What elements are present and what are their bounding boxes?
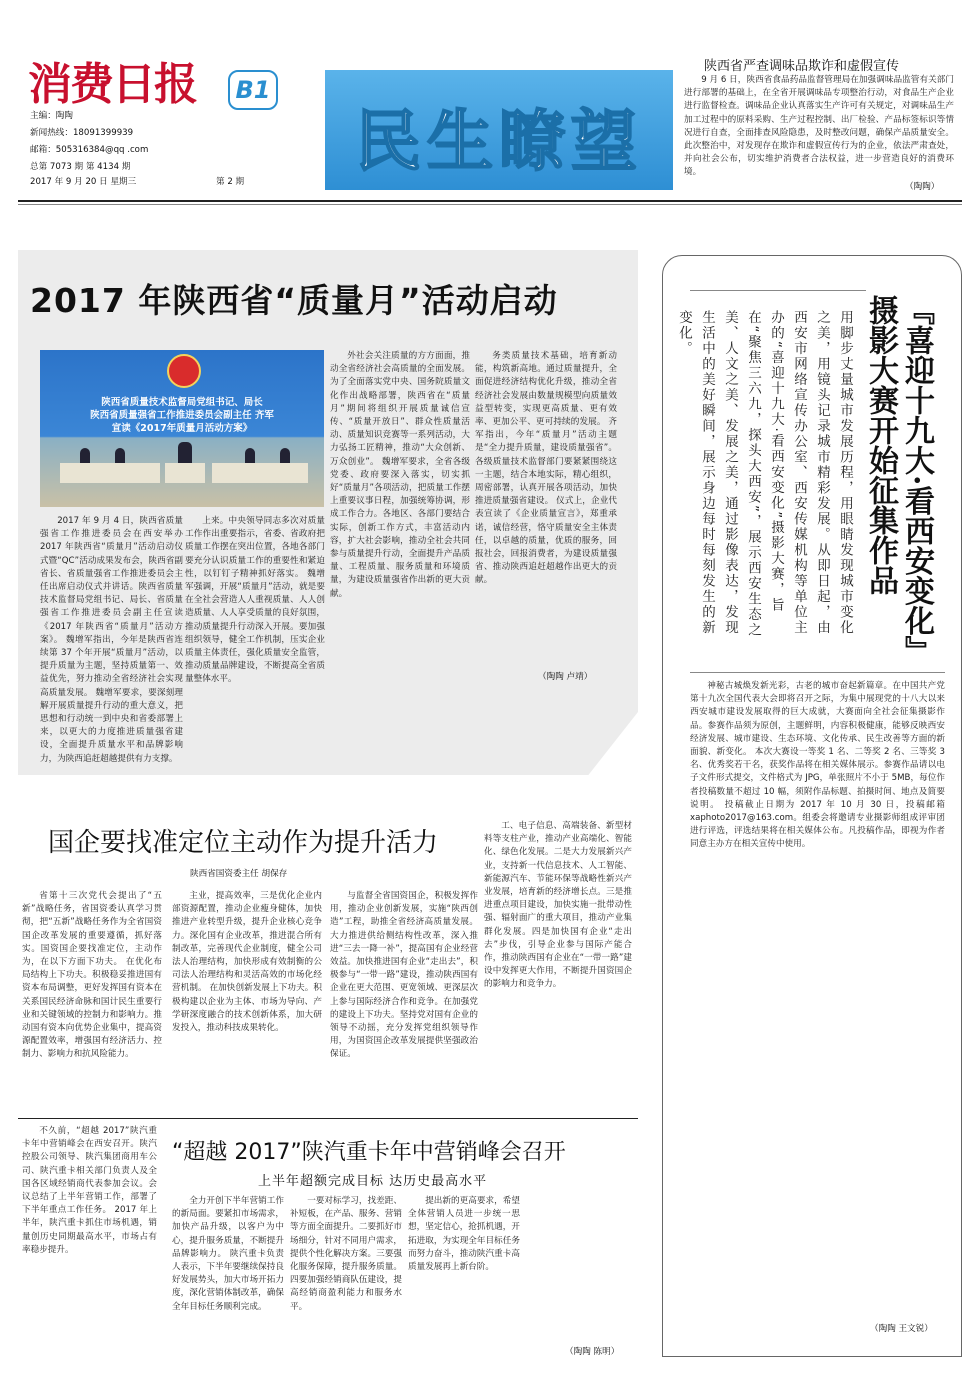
soe-col1: 省第十三次党代会提出了“五新”战略任务，省国资委认真学习贯彻，把“五新”战略任务作为全省国资国企改革发展的重要遵循，抓好落实。国资国企要找准定位，主动作为，在以下方面下功夫。 在优化布局结构上下功夫。积极稳妥推进国有资本布局调整，更好发挥国有资本在关系国民经济命脉和国计民生重要行业和关键领域的控制力和影响力。推动国有资本向优势企业集中，提高资源配置效率，增强国有经济活力、控制力、影响力和抗风险能力。 — [22, 891, 162, 1060]
speaker-figure — [80, 448, 90, 464]
section-title: 民生瞭望 — [355, 103, 643, 180]
truck-headline: “超越 2017”陕汽重卡年中营销峰会召开 — [172, 1140, 566, 1165]
truck-col3: 一要对标学习，找差距、补短板，在产品、服务、营销等方面全面提升。二要抓好市场细分，针对不同用户需求，提供个性化解决方案。三要强化服务保障，提升服务质量。四要加强经销商队伍建设，提高经销商盈利能力和服务水平。 — [290, 1196, 402, 1312]
truck-col1: 不久前，“超越 2017”陕汽重卡年中营销峰会在西安召开。陕汽控股公司领导、陕汽集团商用车公司、陕汽重卡相关部门负责人及全国各区域经销商代表参加会议。会议总结了上半年营销工作，部署了下半年重点工作任务。 2017 年上半年，陕汽重卡抓住市场机遇，销量创历史同期最高水平，市场占有率稳步提升。 — [22, 1126, 157, 1255]
masthead-divider-thin — [18, 204, 962, 205]
speaker-figure — [115, 448, 125, 464]
speaker-figure — [245, 448, 255, 464]
section-divider — [18, 1118, 638, 1119]
issue-number: 总第 7073 期 第 4134 期 — [30, 162, 131, 172]
main-article-signature: （陶陶 卢靖） — [538, 672, 593, 682]
contact-email: 邮箱：505316384@qq .com — [30, 145, 149, 155]
contest-signature: （陶陶 王文锐） — [870, 1324, 933, 1334]
brief-signature: （陶陶） — [905, 182, 940, 192]
main-article-col4: 务类质量技术基础，培育新动能，构筑新高地。通过质量提升，全面促进经济结构优化升级，推动全省经济社会发展由数量规模型向质量效益型转变，实现更高质量、更有效率、更加公平、更可持续的发展。 齐军指出，今年“质量月”活动主题是“全力提升质量，建设质量强省”。各级质量技术监督部门要紧紧围绕这一主题，结合本地实际，精心组织，周密部署，认真开展各项活动，加快推进质量强省建设。 仪式上，企业代表宣读了《企业质量宣言》，郑重承诺，诚信经营，恪守质量安全主体责任，以卓越的质量，优质的服务，回报社会，回报消费者，为建设质量强省、推动陕西追赶超越作出更大的贡献。 — [475, 351, 617, 586]
contest-mid-rule — [690, 672, 945, 673]
soe-col4: 工、电子信息、高端装备、新型材料等支柱产业，推动产业高端化、智能化、绿色化发展。二是大力发展新兴产业，支持新一代信息技术、人工智能、新能源汽车、节能环保等战略性新兴产业发展，培育新的经济增长点。三是推进重点项目建设，加快实施一批带动性强、辐射面广的重大项目，推动产业集群化发展。四是加快国有企业“走出去”步伐，引导企业参与国际产能合作，推动陕西国有企业在“一带一路”建设中发挥更大作用，不断提升国资国企的影响力和竞争力。 — [484, 821, 632, 990]
section-banner — [325, 70, 673, 190]
news-hotline: 新闻热线：18091399939 — [30, 128, 134, 138]
podium-table — [165, 463, 205, 483]
newspaper-logo: 消费日报 — [28, 59, 196, 110]
conference-photo — [40, 350, 324, 507]
truck-subhead: 上半年超额完成目标 达历史最高水平 — [258, 1174, 488, 1189]
truck-signature: （陶陶 陈明） — [565, 1347, 620, 1357]
brief-title: 陕西省严查调味品欺诈和虚假宣传 — [704, 59, 900, 74]
soe-headline: 国企要找准定位主动作为提升活力 — [48, 828, 439, 858]
main-article-col3: 外社会关注质量的方方面面，推动全省经济社会高质量的全面发展。为了全面落实党中央、国务院质量文化作出战略部署，陕西省在“质量月”期间将组织开展质量诚信宣传、“质量开放日”、群众性质量活动、质量知识竞赛等一系列活动，大力弘扬工匠精神，推动“大众创新、万众创业”。 魏增军要求，全省各级党委、政府要深入落实，切实抓好“质量月”各项活动，把质量工作摆上重要议事日程，加强统筹协调，形成工作合力。各地区、各部门要结合实际，创新工作方式，丰富活动内容，扩大社会影响，推动全社会共同参与质量提升行动，全面提升产品质量、工程质量、服务质量和环境质量，为建设质量强省作出新的更大贡献。 — [330, 351, 470, 599]
truck-col5 — [526, 1195, 638, 1345]
emblem-icon — [167, 354, 201, 388]
edition-badge: B1 — [228, 70, 278, 110]
contest-intro: 用脚步丈量城市发展历程，用眼睛发现城市变化之美，用镜头记录城市精彩发展。从即日起，由西安市网络宣传办公室、西安传媒机构等单位主办的“喜迎十九大·看西安变化”摄影大赛，旨在“聚焦三六九，探头大西安”，展示西安生态之美、人文之美、发展之美，通过影像表达，发现生活中的美好瞬间，展示身边每时每刻发生的新变化。 — [676, 310, 853, 638]
podium-table — [60, 463, 160, 483]
contest-title: 『喜迎十九大·看西安变化』摄影大赛开始征集作品 — [863, 295, 934, 666]
page-count: 第 2 期 — [216, 177, 245, 187]
soe-col3: 与监督全省国资国企，积极发挥作用，推动企业创新发展，实施“陕西创造”工程，助推全省经济高质量发展。大力推进供给侧结构性改革，深入推进“三去一降一补”，提高国有企业经营效益。加快推进国有企业“走出去”，积极参与“一带一路”建设，推动陕西国有企业在更大范围、更宽领域、更深层次上参与国际经济合作和竞争。在加强党的建设上下功夫。坚持党对国有企业的领导不动摇，充分发挥党组织领导作用，为国资国企改革发展提供坚强政治保证。 — [330, 891, 478, 1060]
truck-col4: 提出新的更高要求，希望全体营销人员进一步统一思想，坚定信心，抢抓机遇，开拓进取，为实现全年目标任务而努力奋斗，推动陕汽重卡高质量发展再上新台阶。 — [408, 1196, 520, 1273]
masthead-divider — [18, 200, 962, 202]
contest-top-rule — [690, 290, 866, 291]
publish-date: 2017 年 9 月 20 日 星期三 — [30, 177, 137, 187]
editor-line: 主编：陶陶 — [30, 111, 73, 121]
brief-body: 9 月 6 日，陕西省食品药品监督管理局在加强调味品监管有关部门进行部署的基础上，在全省开展调味品专项整治行动，对食品生产企业进行监督检查。调味品企业认真落实生产许可有关规定，对调味品生产加工过程中的原料采购、生产过程控制、出厂检验、产品标签标识等情况进行自查，全面排查风险隐患，及时整改问题，确保产品质量安全。此次整治中，对发现存在欺诈和虚假宣传行为的企业，依法严肃查处，并向社会公布，切实维护消费者合法权益，进一步营造良好的消费环境。 — [684, 75, 954, 178]
truck-col2: 全力开创下半年营销工作的新局面。要紧扣市场需求，加快产品升级，以客户为中心，提升服务质量，不断提升品牌影响力。 陕汽重卡负责人表示，下半年要继续保持良好发展势头，加大市场开拓力度，深化营销体制改革，确保全年目标任务顺利完成。 — [172, 1196, 284, 1312]
speaker-figure — [280, 448, 290, 464]
podium-table — [212, 463, 308, 483]
photo-banner-line1: 陕西省质量技术监督局党组书记、局长 — [101, 397, 263, 408]
speaker-figure — [178, 442, 192, 464]
contest-body: 神秘古城焕发新光彩，古老的城市奋起新篇章。在中国共产党第十九次全国代表大会即将召开之际，为集中展现党的十八大以来西安城市建设发展取得的巨大成就，大赛面向全社会征集摄影作品。参赛作品须为原创，主题鲜明，内容积极健康，能够反映西安经济发展、城市建设、生态环境、文化传承、民生改善等方面的新面貌、新变化。 本次大赛设一等奖 1 名、二等奖 2 名、三等奖 3 名、优秀奖若干名，获奖作品将在相关媒体展示。参赛作品请以电子文件形式提交，文件格式为 JPG，单张照片不小于 5MB，每位作者投稿数量不超过 10 幅，须附作品标题、拍摄时间、地点及简要说明。 投稿截止日期为 2017 年 10 月 30 日，投稿邮箱 xaphoto2017@163.com。组委会将邀请专业摄影师组成评审团进行评选，评选结果将在相关媒体公布。凡投稿作品，即视为作者同意主办方在相关宣传中使用。 — [690, 681, 945, 850]
photo-banner-line2: 陕西省质量强省工作推进委员会副主任 齐军 — [90, 410, 274, 421]
photo-banner-line3: 宣读《2017年质量月活动方案》 — [111, 423, 253, 434]
main-headline: 2017 年陕西省“质量月”活动启动 — [30, 281, 558, 320]
main-article-col2: 上来。中央领导同志多次对质量工作作出重要指示，省委、省政府把质量工作摆在突出位置，各地各部门要充分认识质量工作的重要性和紧迫性，以钉钉子精神抓好落实。 魏增军强调，开展“质量月”活动，就是要在全社会营造人人重视质量、人人创造质量、人人享受质量的良好氛围，推动质量提升行动深入开展。要加强组织领导，健全工作机制，压实企业质量主体责任，强化质量安全监管，推动质量品牌建设，不断提高全省质量整体水平。 — [185, 516, 325, 685]
main-article-col1: 2017 年 9 月 4 日，陕西省质量强省工作推进委员会在西安举办 2017 年陕西省“质量月”活动启动仪式暨“QC”活动成果发布会，陕西省副省长、省质量强省工作推进委员会主任出席启动仪式并讲话。陕西省质量技术监督局党组书记、局长、省质量强省工作推进委员会副主任宣读《2017 年陕西省“质量月”活动方案》。 魏增军指出，今年是陕西省连续第 37 个年开展“质量月”活动，以提升质量为主题，坚持质量第一、效益优先，努力推动全省经济社会实现高质量发展。 魏增军要求，要深刻理解开展质量提升行动的重大意义，把思想和行动统一到中央和省委部署上来，以更大的力度推进质量强省建设，全面提升质量水平和品牌影响力，为陕西追赶超越提供有力支撑。 — [40, 516, 183, 764]
soe-byline: 陕西省国资委主任 胡保存 — [190, 869, 288, 879]
soe-col2: 主业，提高效率，三是优化企业内部资源配置，推动企业瘦身健体，加快推进产业转型升级，提升企业核心竞争力。深化国有企业改革，推进混合所有制改革，完善现代企业制度，健全公司法人治理结构，加快形成有效制衡的公司法人治理结构和灵活高效的市场化经营机制。 在加快创新发展上下功夫。积极构建以企业为主体、市场为导向、产学研深度融合的技术创新体系，加大研发投入，推动科技成果转化。 — [172, 891, 322, 1034]
